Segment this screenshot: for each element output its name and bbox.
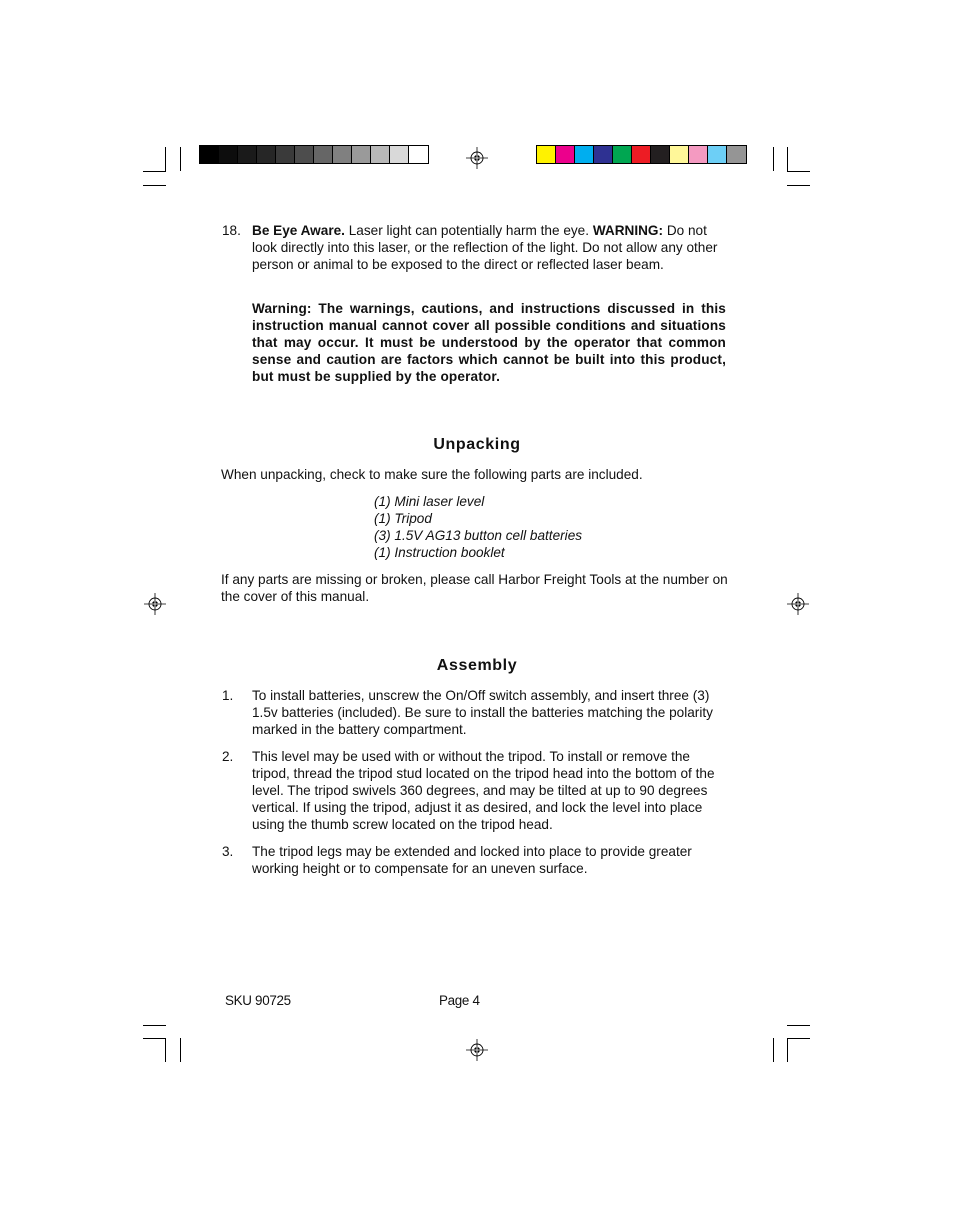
crop-mark	[143, 1025, 166, 1026]
parts-list-item: (1) Mini laser level	[374, 494, 485, 509]
crop-mark	[773, 147, 774, 171]
color-swatch	[257, 146, 276, 163]
color-swatch	[295, 146, 314, 163]
crop-mark	[143, 1038, 166, 1039]
color-swatch	[219, 146, 238, 163]
color-swatch	[708, 146, 727, 163]
registration-mark-icon	[144, 593, 166, 615]
crop-mark	[143, 185, 166, 186]
color-swatch	[594, 146, 613, 163]
color-swatch	[651, 146, 670, 163]
item-18-text-part: Do not look directly into this laser, or the reflection of the light. Do not allow any other person or animal to be exposed to the direct or reflected laser beam.	[252, 223, 718, 272]
color-swatch	[727, 146, 746, 163]
parts-list-item: (3) 1.5V AG13 button cell batteries	[374, 528, 583, 543]
color-swatch	[314, 146, 333, 163]
item-18-text	[252, 222, 734, 273]
crop-mark	[787, 1038, 810, 1039]
crop-mark	[787, 147, 788, 171]
crop-mark	[787, 185, 810, 186]
footer-page-number: Page 4	[439, 993, 480, 1008]
registration-mark-icon	[787, 593, 809, 615]
registration-mark-icon	[466, 147, 488, 169]
crop-mark	[143, 171, 166, 172]
step-number: 2.	[222, 749, 234, 764]
item-number: 18.	[222, 223, 241, 238]
parts-list-item: (1) Tripod	[374, 511, 432, 526]
warning-paragraph: Warning: The warnings, cautions, and instructions discussed in this instruction manual cannot cover all possible conditions and situations that may occur. It must be understood by the operator that common sense and caution are factors which cannot be built into this product, but must be supplied by the operator.	[252, 301, 726, 384]
item-18-warning-label: WARNING:	[592, 223, 664, 238]
color-swatch	[613, 146, 632, 163]
color-swatch	[632, 146, 651, 163]
color-swatch	[689, 146, 708, 163]
assembly-step: This level may be used with or without the tripod. To install or remove the tripod, thread the tripod stud located on the tripod head into the bottom of the level. The tripod swivels 360 degrees, and may be tilted at up to 90 degrees vertical. If using the tripod, adjust it as desired, and lock the level into place using the thumb screw located on the tripod head.	[252, 749, 715, 832]
color-calibration-bar	[536, 145, 747, 164]
color-swatch	[200, 146, 219, 163]
footer-sku: SKU 90725	[225, 993, 291, 1008]
section-heading-assembly: Assembly	[436, 657, 518, 674]
crop-mark	[787, 1025, 810, 1026]
crop-mark	[787, 1038, 788, 1062]
item-18-text-part: Laser light can potentially harm the eye.	[344, 223, 593, 238]
crop-mark	[165, 1038, 166, 1062]
color-swatch	[670, 146, 689, 163]
crop-mark	[180, 147, 181, 171]
color-swatch	[537, 146, 556, 163]
color-swatch	[390, 146, 409, 163]
color-swatch	[575, 146, 594, 163]
grayscale-calibration-bar	[199, 145, 429, 164]
missing-parts-note: If any parts are missing or broken, please call Harbor Freight Tools at the number on the cover of this manual.	[221, 572, 728, 604]
unpacking-intro: When unpacking, check to make sure the following parts are included.	[221, 467, 643, 482]
assembly-step: To install batteries, unscrew the On/Off switch assembly, and insert three (3) 1.5v batteries (included). Be sure to install the batteries matching the polarity marked in the battery compartment.	[252, 688, 713, 737]
crop-mark	[165, 147, 166, 171]
color-swatch	[409, 146, 428, 163]
parts-list-item: (1) Instruction booklet	[374, 545, 505, 560]
registration-mark-icon	[466, 1039, 488, 1061]
crop-mark	[180, 1038, 181, 1062]
color-swatch	[371, 146, 390, 163]
crop-mark	[773, 1038, 774, 1062]
assembly-step: The tripod legs may be extended and locked into place to provide greater working height or to compensate for an uneven surface.	[252, 844, 692, 876]
step-number: 1.	[222, 688, 234, 703]
section-heading-unpacking: Unpacking	[433, 436, 521, 453]
color-swatch	[333, 146, 352, 163]
step-number: 3.	[222, 844, 234, 859]
color-swatch	[556, 146, 575, 163]
crop-mark	[787, 171, 810, 172]
color-swatch	[238, 146, 257, 163]
color-swatch	[352, 146, 371, 163]
color-swatch	[276, 146, 295, 163]
item-18-title: Be Eye Aware.	[252, 223, 345, 238]
